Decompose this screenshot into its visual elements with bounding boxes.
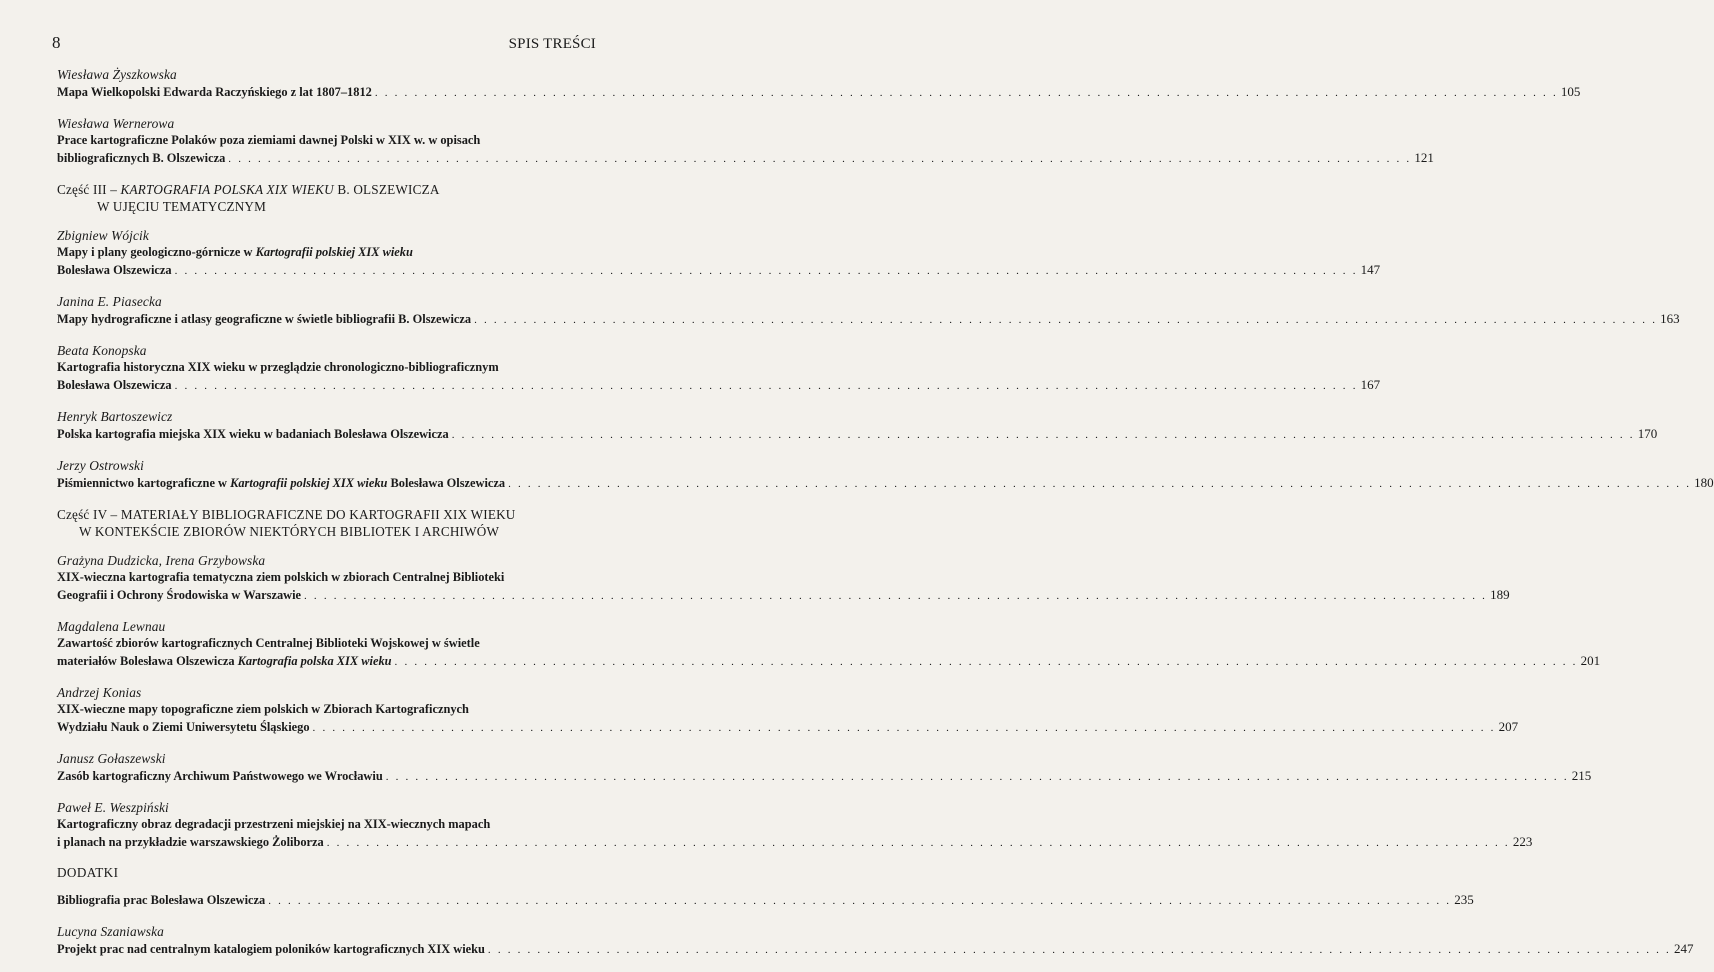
entry-title-line [57,244,596,261]
entry-author: Lucyna Szaniawska [57,924,164,939]
toc-group-part4 [57,552,1601,852]
dot-leader: . . . . . . . . . . . . . . . . . . . . . . . . . . . . . . . . . . . . . . . . . . . . . . . . . . . . . . . . . . . . . . . . . . . . . . . . . . . . . . . . . . . . . . . . . . . . . . . . . . . . . . . . . . . . . . . . . . . . . . . . [474,314,1658,326]
section-title-line2: W KONTEKŚCIE ZBIORÓW NIEKTÓRYCH BIBLIOTEK I ARCHIWÓW [79,524,500,539]
entry-title-line [57,767,1592,786]
toc-entry [57,293,1680,329]
entry-title [57,150,225,167]
table-of-contents [57,66,1714,972]
section-heading-part4 [57,506,596,540]
entry-title-line [57,816,596,833]
entry-author: Wiesława Żyszkowska [57,67,177,82]
entry-author: Janina E. Piasecka [57,294,162,309]
entry-title [57,587,301,604]
dot-leader: . . . . . . . . . . . . . . . . . . . . . . . . . . . . . . . . . . . . . . . . . . . . . . . . . . . . . . . . . . . . . . . . . . . . . . . . . . . . . . . . . . . . . . . . . . . . . . . . . . . . . . . . . . . . . . . . . . . . . . . . [304,590,1488,602]
entry-title-line [57,132,596,149]
title-text: Bolesława Olszewicza [57,263,172,277]
dot-leader: . . . . . . . . . . . . . . . . . . . . . . . . . . . . . . . . . . . . . . . . . . . . . . . . . . . . . . . . . . . . . . . . . . . . . . . . . . . . . . . . . . . . . . . . . . . . . . . . . . . . . . . . . . . . . . . . . . . . . . . . [385,771,1569,783]
entry-title [57,84,372,101]
page-ref: 163 [1660,311,1680,326]
title-italic: Kartografia polska XIX wieku [237,654,392,668]
title-text: Bolesława Olszewicza [57,378,172,392]
section-title-line2: W UJĘCIU TEMATYCZNYM [97,199,267,214]
title-text: Zasób kartograficzny Archiwum Państwowego we Wrocławiu [57,769,383,783]
title-text: XIX-wieczne mapy topograficzne ziem polskich w Zbiorach Kartograficznych [57,702,469,716]
toc-group-part2-end [57,66,1581,168]
dot-leader: . . . . . . . . . . . . . . . . . . . . . . . . . . . . . . . . . . . . . . . . . . . . . . . . . . . . . . . . . . . . . . . . . . . . . . . . . . . . . . . . . . . . . . . . . . . . . . . . . . . . . . . . . . . . . . . . . . . . . . . . [228,153,1412,165]
title-italic: Kartografii polskiej XIX wieku [255,245,413,259]
section-title-line1: Część IV – MATERIAŁY BIBLIOGRAFICZNE DO KARTOGRAFII XIX WIEKU [57,507,516,522]
toc-entry [57,923,1694,959]
title-text-cont: Bolesława Olszewicza [387,476,506,490]
entry-title-line [57,376,1381,395]
entry-title [57,701,469,718]
running-title: SPIS TREŚCI [508,36,596,52]
entry-title-line [57,718,1519,737]
entry-title [57,941,485,958]
title-text: Prace kartograficzne Polaków poza ziemiami dawnej Polski w XIX w. w opisach [57,133,481,147]
page-ref: 180 [1694,475,1714,490]
toc-entry [57,552,1510,605]
entry-title-line [57,474,1714,493]
dot-leader: . . . . . . . . . . . . . . . . . . . . . . . . . . . . . . . . . . . . . . . . . . . . . . . . . . . . . . . . . . . . . . . . . . . . . . . . . . . . . . . . . . . . . . . . . . . . . . . . . . . . . . . . . . . . . . . . . . . . . . . . [312,722,1496,734]
dot-leader: . . . . . . . . . . . . . . . . . . . . . . . . . . . . . . . . . . . . . . . . . . . . . . . . . . . . . . . . . . . . . . . . . . . . . . . . . . . . . . . . . . . . . . . . . . . . . . . . . . . . . . . . . . . . . . . . . . . . . . . . [394,656,1578,668]
toc-entry [57,684,1519,737]
title-text: Mapy i plany geologiczno-górnicze w [57,245,256,259]
title-text: Kartograficzny obraz degradacji przestrzeni miejskiej na XIX-wiecznych mapach [57,817,491,831]
entry-title-line [57,83,1581,102]
entry-author: Andrzej Konias [57,685,142,700]
section-title-italic: KARTOGRAFIA POLSKA XIX WIEKU [120,182,334,197]
entry-title-line [57,425,1658,444]
dot-leader: . . . . . . . . . . . . . . . . . . . . . . . . . . . . . . . . . . . . . . . . . . . . . . . . . . . . . . . . . . . . . . . . . . . . . . . . . . . . . . . . . . . . . . . . . . . . . . . . . . . . . . . . . . . . . . . . . . . . . . . . [508,478,1692,490]
entry-title-line [57,940,1694,959]
title-text: Bibliografia prac Bolesława Olszewicza [57,893,266,907]
dot-leader: . . . . . . . . . . . . . . . . . . . . . . . . . . . . . . . . . . . . . . . . . . . . . . . . . . . . . . . . . . . . . . . . . . . . . . . . . . . . . . . . . . . . . . . . . . . . . . . . . . . . . . . . . . . . . . . . . . . . . . . . [326,837,1510,849]
entry-title [57,719,310,736]
entry-author: Paweł E. Weszpiński [57,800,169,815]
page-ref: 235 [1454,892,1474,907]
entry-title [57,359,499,376]
entry-title-line [57,586,1510,605]
toc-entry [57,227,1381,280]
entry-title [57,569,504,586]
page-ref: 105 [1560,84,1581,99]
page-ref: 121 [1414,150,1434,165]
dot-leader: . . . . . . . . . . . . . . . . . . . . . . . . . . . . . . . . . . . . . . . . . . . . . . . . . . . . . . . . . . . . . . . . . . . . . . . . . . . . . . . . . . . . . . . . . . . . . . . . . . . . . . . . . . . . . . . . . . . . . . . . [268,895,1452,907]
title-text: Projekt prac nad centralnym katalogiem poloników kartograficznych XIX wieku [57,942,485,956]
toc-entry [57,408,1658,444]
entry-title [57,244,413,261]
title-text: bibliograficznych B. Olszewicza [57,151,226,165]
entry-title-line [57,891,1474,910]
page-number: 8 [52,33,61,52]
entry-author: Magdalena Lewnau [57,619,166,634]
title-text: Kartografia historyczna XIX wieku w przeglądzie chronologiczno-bibliograficznym [57,360,499,374]
entry-title-line [57,310,1680,329]
page-header [52,33,596,53]
dot-leader: . . . . . . . . . . . . . . . . . . . . . . . . . . . . . . . . . . . . . . . . . . . . . . . . . . . . . . . . . . . . . . . . . . . . . . . . . . . . . . . . . . . . . . . . . . . . . . . . . . . . . . . . . . . . . . . . . . . . . . . . [487,944,1671,956]
entry-title-line [57,635,596,652]
entry-title [57,653,392,670]
entry-author: Grażyna Dudzicka, Irena Grzybowska [57,553,266,568]
title-text: Geografii i Ochrony Środowiska w Warszawie [57,588,302,602]
title-text: Piśmiennictwo kartograficzne w [57,476,231,490]
entry-title-line [57,261,1381,280]
title-text: materiałów Bolesława Olszewicza [57,654,238,668]
page-ref: 170 [1637,426,1658,441]
entry-title [57,768,383,785]
toc-group-part3 [57,227,1714,493]
entry-author: Henryk Bartoszewicz [57,409,173,424]
section-heading-part3 [57,181,596,215]
toc-entry [57,115,1434,168]
page-ref: 167 [1360,377,1381,392]
page-ref: 215 [1571,768,1592,783]
entry-title-line [57,701,596,718]
toc-entry [57,457,1714,493]
toc-entry [57,618,1601,671]
title-italic: Kartografii polskiej XIX wieku [230,476,388,490]
page-ref: 207 [1498,719,1519,734]
title-text: Mapy hydrograficzne i atlasy geograficzne w świetle bibliografii B. Olszewicza [57,312,472,326]
page-ref: 189 [1490,587,1510,602]
entry-title-line [57,569,596,586]
entry-title-line [57,652,1601,671]
page-ref: 147 [1360,262,1381,277]
entry-author: Janusz Gołaszewski [57,751,166,766]
dot-leader: . . . . . . . . . . . . . . . . . . . . . . . . . . . . . . . . . . . . . . . . . . . . . . . . . . . . . . . . . . . . . . . . . . . . . . . . . . . . . . . . . . . . . . . . . . . . . . . . . . . . . . . . . . . . . . . . . . . . . . . . [374,87,1558,99]
title-text: Mapa Wielkopolski Edwarda Raczyńskiego z lat 1807–1812 [57,85,372,99]
entry-author: Zbigniew Wójcik [57,228,149,243]
entry-title [57,377,172,394]
entry-title [57,262,172,279]
entry-title [57,311,471,328]
toc-entry [57,891,1474,910]
title-text: Polska kartografia miejska XIX wieku w badaniach Bolesława Olszewicza [57,427,449,441]
section-label: Część III – [57,182,121,197]
title-text: Wydziału Nauk o Ziemi Uniwersytetu Śląskiego [57,720,310,734]
entry-author: Beata Konopska [57,343,147,358]
section-title-rest: B. OLSZEWICZA [333,182,440,197]
dot-leader: . . . . . . . . . . . . . . . . . . . . . . . . . . . . . . . . . . . . . . . . . . . . . . . . . . . . . . . . . . . . . . . . . . . . . . . . . . . . . . . . . . . . . . . . . . . . . . . . . . . . . . . . . . . . . . . . . . . . . . . . [451,429,1635,441]
toc-group-dodatki [57,891,1694,959]
entry-title [57,834,324,851]
toc-entry [57,750,1592,786]
entry-author: Wiesława Wernerowa [57,116,175,131]
toc-entry [57,342,1381,395]
toc-entry [57,66,1581,102]
entry-title [57,132,480,149]
entry-title-line [57,359,596,376]
title-text: XIX-wieczna kartografia tematyczna ziem polskich w zbiorach Centralnej Biblioteki [57,570,505,584]
entry-author: Jerzy Ostrowski [57,458,144,473]
entry-title [57,816,490,833]
dot-leader: . . . . . . . . . . . . . . . . . . . . . . . . . . . . . . . . . . . . . . . . . . . . . . . . . . . . . . . . . . . . . . . . . . . . . . . . . . . . . . . . . . . . . . . . . . . . . . . . . . . . . . . . . . . . . . . . . . . . . . . . [174,265,1358,277]
entry-title [57,635,480,652]
title-text: Zawartość zbiorów kartograficznych Centralnej Biblioteki Wojskowej w świetle [57,636,480,650]
section-heading-dodatki: DODATKI [57,865,119,880]
toc-entry [57,799,1533,852]
entry-title-line [57,149,1434,168]
entry-title [57,892,265,909]
entry-title-line [57,833,1533,852]
entry-title [57,475,505,492]
page-ref: 247 [1673,941,1694,956]
title-text: i planach na przykładzie warszawskiego Żoliborza [57,835,324,849]
dot-leader: . . . . . . . . . . . . . . . . . . . . . . . . . . . . . . . . . . . . . . . . . . . . . . . . . . . . . . . . . . . . . . . . . . . . . . . . . . . . . . . . . . . . . . . . . . . . . . . . . . . . . . . . . . . . . . . . . . . . . . . . [174,380,1358,392]
entry-title [57,426,449,443]
page-ref: 201 [1580,653,1601,668]
page-ref: 223 [1512,834,1533,849]
